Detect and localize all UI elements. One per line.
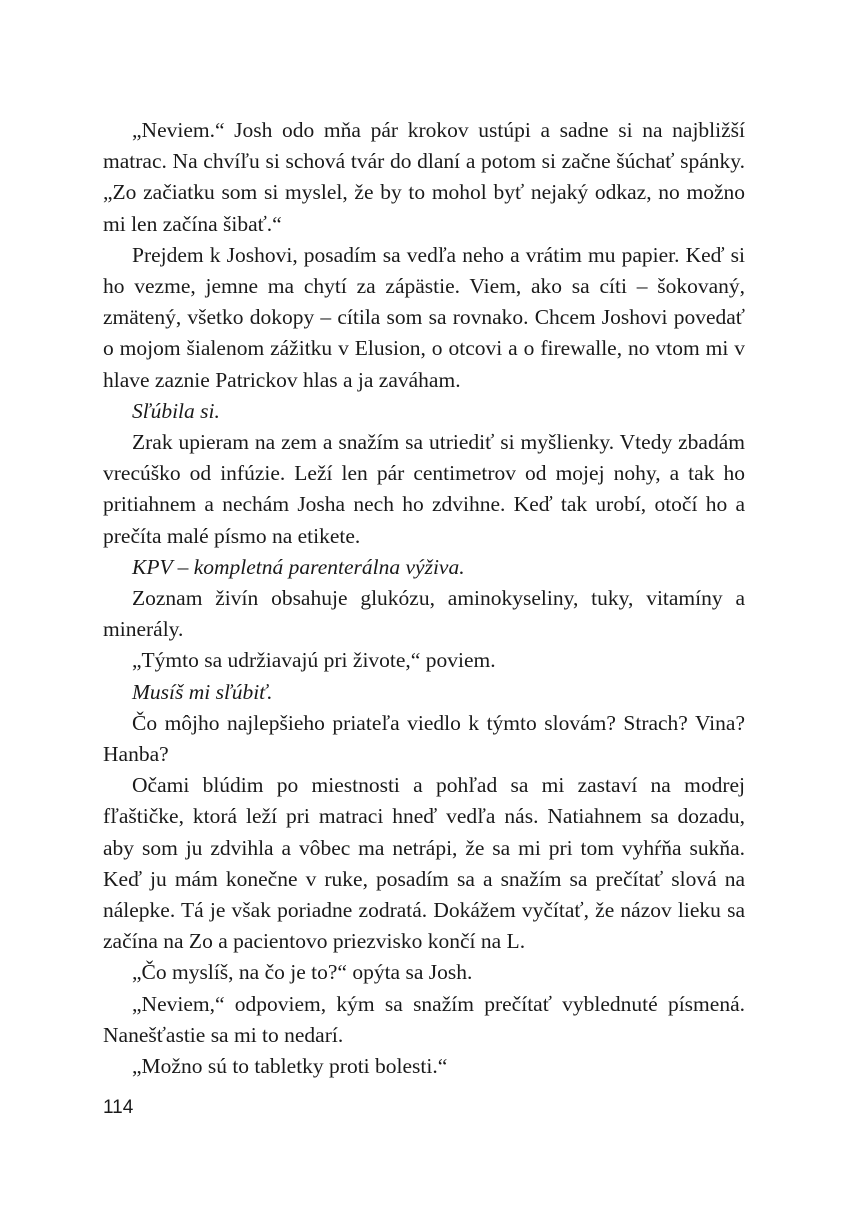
paragraph: Sľúbila si. [132,398,220,423]
paragraph: „Čo myslíš, na čo je to?“ opýta sa Josh. [132,960,473,985]
paragraph: Prejdem k Joshovi, posadím sa vedľa neho a vrátim mu papier. Keď si ho vezme, jemne ma chytí za zápästie. Viem, ako sa cíti – šokovaný, zmätený, všetko dokopy – cítila som sa rovnako. Chcem Joshovi povedať o mojom šialenom zážitku v Elusion, o otcovi a o firewalle, no vtom mi v hlave zaznie Patrickov hlas a ja zaváham. [103,242,745,392]
paragraph: Čo môjho najlepšieho priateľa viedlo k týmto slovám? Strach? Vina? Hanba? [103,710,745,767]
paragraph: Zoznam živín obsahuje glukózu, aminokyseliny, tuky, vitamíny a minerály. [103,586,745,642]
paragraph: „Neviem.“ Josh odo mňa pár krokov ustúpi a sadne si na najbližší matrac. Na chvíľu si schová tvár do dlaní a potom si začne šúchať spánky. „Zo začiatku som si myslel, že by to mohol byť nejaký odkaz, no možno mi len začína šibať.“ [103,118,745,236]
paragraph: Musíš mi sľúbiť. [132,679,273,704]
paragraph: „Možno sú to tabletky proti bolesti.“ [132,1054,448,1079]
body-text [103,115,745,1082]
paragraph: „Neviem,“ odpoviem, kým sa snažím prečítať vyblednuté písmená. Nanešťastie sa mi to nedarí. [103,991,745,1047]
paragraph: Očami blúdim po miestnosti a pohľad sa mi zastaví na modrej fľaštičke, ktorá leží pri matraci hneď vedľa nás. Natiahnem sa dozadu, aby som ju zdvihla a vôbec ma netrápi, že sa mi pri tom vyhŕňa sukňa. Keď ju mám konečne v ruke, posadím sa a snažím sa prečítať slová na nálepke. Tá je však poriadne zodratá. Dokážem vyčítať, že názov lieku sa začína na Zo a pacientovo priezvisko končí na L. [103,773,745,954]
paragraph: Zrak upieram na zem a snažím sa utriediť si myšlienky. Vtedy zbadám vrecúško od infúzie. Leží len pár centimetrov od mojej nohy, a tak ho pritiahnem a nechám Josha nech ho zdvihne. Keď tak urobí, otočí ho a prečíta malé písmo na etikete. [103,430,745,548]
page-number: 114 [103,1097,134,1118]
paragraph: „Týmto sa udržiavajú pri živote,“ poviem. [132,648,496,673]
paragraph: KPV – kompletná parenterálna výživa. [132,554,465,579]
